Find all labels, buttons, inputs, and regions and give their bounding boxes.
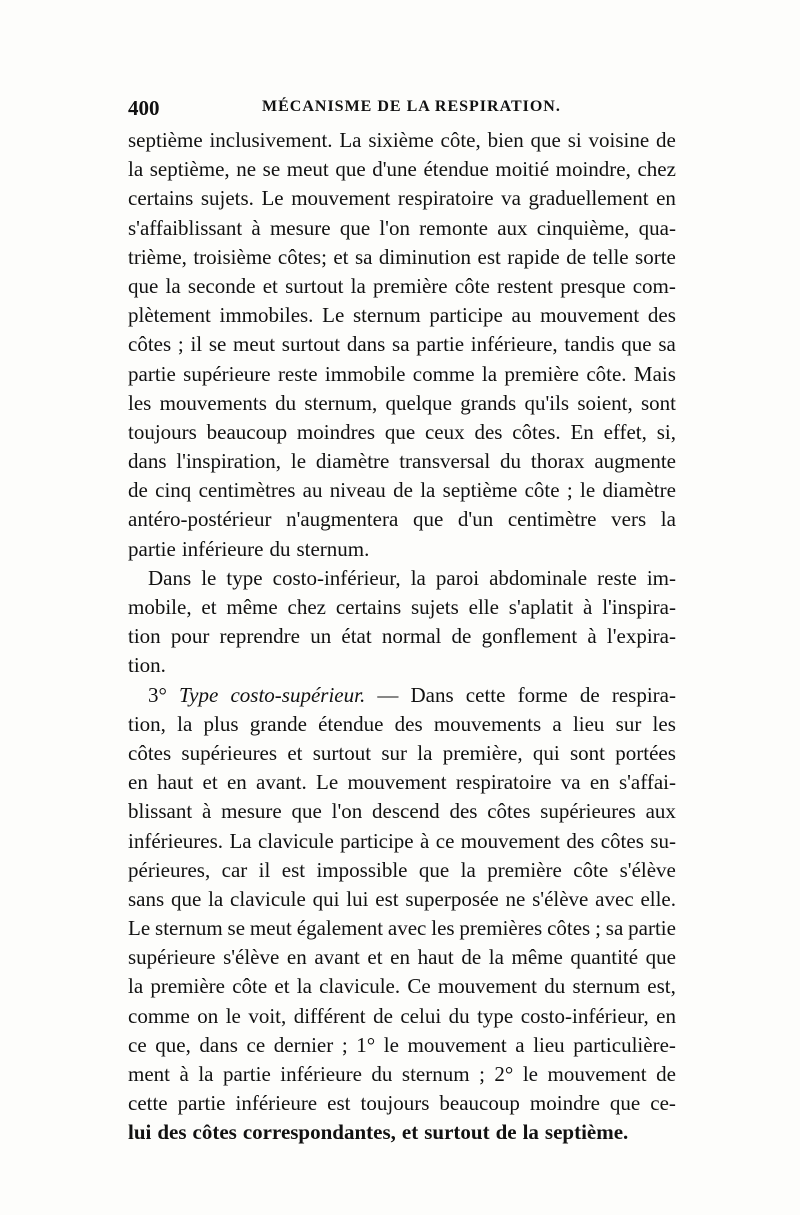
text-line: côtes ; il se meut surtout dans sa partie inférieure, tandis que sa — [128, 332, 676, 357]
text-line: sans que la clavicule qui lui est superposée ne s'élève avec elle. — [128, 886, 676, 911]
text-line: inférieures. La clavicule participe à ce mouvement des côtes su- — [128, 828, 676, 853]
text-line: périeures, car il est impossible que la première côte s'élève — [128, 857, 676, 882]
text-line: 3° Type costo-supérieur. — Dans cette forme de respira- — [148, 682, 676, 707]
text-line: ce que, dans ce dernier ; 1° le mouvement a lieu particulière- — [128, 1032, 676, 1057]
text-line: blissant à mesure que l'on descend des côtes supérieures aux — [128, 799, 676, 824]
text-line: septième inclusivement. La sixième côte, bien que si voisine de — [128, 128, 676, 152]
text-line: tion pour reprendre un état normal de gonflement à l'expira- — [128, 624, 676, 649]
text-line: Dans le type costo-inférieur, la paroi abdominale reste im- — [148, 565, 676, 590]
text-line: dans l'inspiration, le diamètre transversal du thorax augmente — [128, 449, 676, 474]
text-line: côtes supérieures et surtout sur la première, qui sont portées — [128, 740, 676, 765]
text-line: que la seconde et surtout la première côte restent presque com- — [128, 273, 676, 298]
text-line: tion, la plus grande étendue des mouvements a lieu sur les — [128, 711, 676, 736]
text-line: partie inférieure du sternum. — [128, 536, 370, 561]
running-head — [128, 96, 673, 126]
text-line: ment à la partie inférieure du sternum ; 2° le mouvement de — [128, 1062, 676, 1086]
text-line: en haut et en avant. Le mouvement respiratoire va en s'affai- — [128, 770, 676, 795]
text-line: de cinq centimètres au niveau de la septième côte ; le diamètre — [128, 478, 676, 503]
text-line: les mouvements du sternum, quelque grands qu'ils soient, sont — [128, 390, 676, 415]
text-line: certains sujets. Le mouvement respiratoire va graduellement en — [128, 186, 676, 211]
running-title: MÉCANISME DE LA RESPIRATION. — [262, 98, 561, 115]
text-line: lui des côtes correspondantes, et surtout de la septième. — [128, 1120, 629, 1145]
text-line: la septième, ne se meut que d'une étendue moitié moindre, chez — [128, 157, 676, 182]
body-text — [128, 126, 676, 1148]
text-lines — [128, 126, 676, 1148]
text-line: toujours beaucoup moindres que ceux des côtes. En effet, si, — [128, 419, 676, 444]
text-line: mobile, et même chez certains sujets elle s'aplatit à l'inspira- — [128, 595, 676, 619]
text-line: supérieure s'élève en avant et en haut de la même quantité que — [128, 945, 676, 970]
text-line: partie supérieure reste immobile comme la première côte. Mais — [128, 361, 676, 386]
text-line: la première côte et la clavicule. Ce mouvement du sternum est, — [128, 974, 676, 999]
page-number: 400 — [128, 96, 160, 120]
text-line: tion. — [128, 653, 166, 678]
text-line: trième, troisième côtes; et sa diminution est rapide de telle sorte — [128, 244, 676, 269]
text-line: s'affaiblissant à mesure que l'on remonte aux cinquième, qua- — [128, 215, 676, 240]
text-line: plètement immobiles. Le sternum participe au mouvement des — [128, 303, 676, 328]
text-line: cette partie inférieure est toujours beaucoup moindre que ce- — [128, 1091, 676, 1116]
text-line: comme on le voit, différent de celui du type costo-inférieur, en — [128, 1003, 676, 1028]
text-line: antéro-postérieur n'augmentera que d'un centimètre vers la — [128, 507, 676, 532]
text-line: Le sternum se meut également avec les premières côtes ; sa partie — [128, 916, 676, 941]
